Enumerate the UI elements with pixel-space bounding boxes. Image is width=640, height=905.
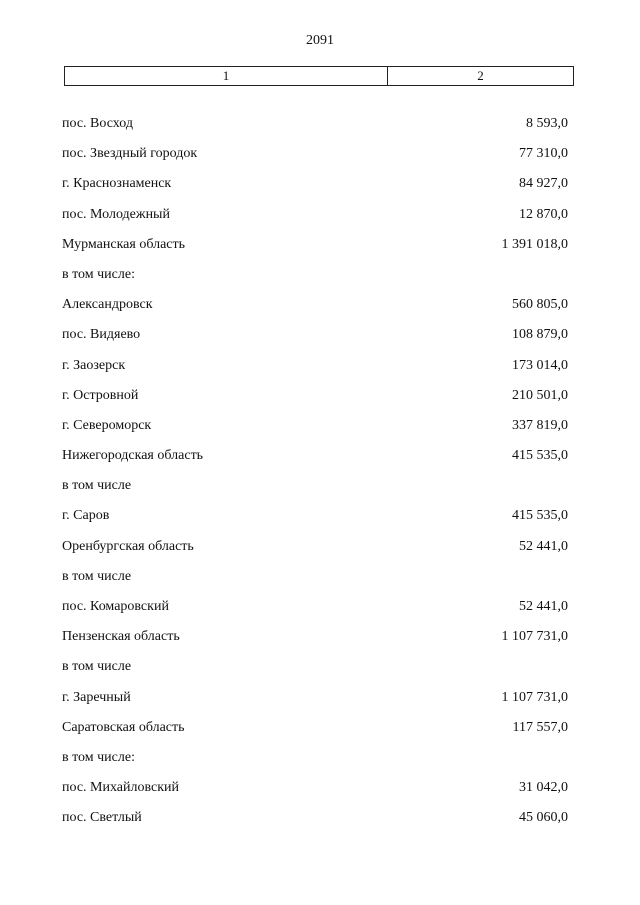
table-row <box>0 169 640 199</box>
table-row <box>0 230 640 260</box>
table-row <box>0 532 640 562</box>
row-label: пос. Восход <box>62 116 133 131</box>
table-row <box>0 351 640 381</box>
row-value: 210 501,0 <box>512 387 568 403</box>
table-row <box>0 471 640 501</box>
row-label: в том числе <box>62 568 132 584</box>
row-label: г. Заречный <box>62 689 131 705</box>
row-label: пос. Видяево <box>62 327 141 343</box>
row-label: Мурманская область <box>62 236 186 252</box>
row-value: 8 593,0 <box>526 116 568 131</box>
row-label: пос. Михайловский <box>62 780 180 796</box>
row-label: Александровск <box>62 297 153 313</box>
row-value: 415 535,0 <box>512 448 568 464</box>
table-row <box>0 139 640 169</box>
row-label: пос. Молодежный <box>62 206 170 222</box>
column-header-2: 2 <box>477 68 484 83</box>
column-header-1: 1 <box>65 67 388 85</box>
row-label: Нижегородская область <box>62 448 204 464</box>
row-label: г. Саров <box>62 508 110 524</box>
table-row <box>0 713 640 743</box>
table-row <box>0 683 640 713</box>
table-row <box>0 109 640 139</box>
table-row <box>0 290 640 320</box>
row-label: г. Краснознаменск <box>62 176 172 192</box>
row-value: 84 927,0 <box>519 176 568 192</box>
row-value: 52 441,0 <box>519 538 568 554</box>
row-label: пос. Комаровский <box>62 599 169 614</box>
table-row <box>0 562 640 592</box>
table-row <box>0 260 640 290</box>
row-label: Пензенская область <box>62 629 180 645</box>
row-value: 173 014,0 <box>512 357 568 373</box>
table-row <box>0 320 640 350</box>
row-label: пос. Звездный городок <box>62 146 198 162</box>
row-label: г. Заозерск <box>62 357 126 373</box>
row-value: 52 441,0 <box>519 599 568 614</box>
table-row <box>0 803 640 833</box>
row-value: 415 535,0 <box>512 508 568 524</box>
table-row <box>0 441 640 471</box>
table-row <box>0 743 640 773</box>
row-label: Оренбургская область <box>62 538 194 554</box>
row-label: г. Североморск <box>62 417 152 433</box>
table-row <box>0 652 640 682</box>
page-number: 2091 <box>306 33 334 48</box>
table-row <box>0 411 640 441</box>
table-row <box>0 501 640 531</box>
row-label: г. Островной <box>62 387 139 403</box>
table-row <box>0 200 640 230</box>
row-label: в том числе <box>62 659 132 675</box>
data-table <box>0 109 640 834</box>
row-value: 1 107 731,0 <box>501 689 568 705</box>
row-label: пос. Светлый <box>62 810 142 826</box>
row-value: 45 060,0 <box>519 810 568 826</box>
row-value: 1 107 731,0 <box>501 629 568 645</box>
table-row <box>0 592 640 622</box>
row-value: 31 042,0 <box>519 780 568 796</box>
row-label: в том числе <box>62 478 132 494</box>
row-value: 560 805,0 <box>512 297 568 313</box>
row-value: 1 391 018,0 <box>501 236 568 252</box>
table-row <box>0 773 640 803</box>
row-value: 12 870,0 <box>519 206 568 222</box>
row-value: 77 310,0 <box>519 146 568 162</box>
table-row <box>0 381 640 411</box>
row-label: в том числе: <box>62 266 135 282</box>
row-value: 117 557,0 <box>512 719 568 735</box>
row-value: 337 819,0 <box>512 417 568 433</box>
row-label: Саратовская область <box>62 719 185 735</box>
column-header-table <box>64 66 574 86</box>
row-label: в том числе: <box>62 749 135 765</box>
row-value: 108 879,0 <box>512 327 568 343</box>
table-row <box>0 622 640 652</box>
